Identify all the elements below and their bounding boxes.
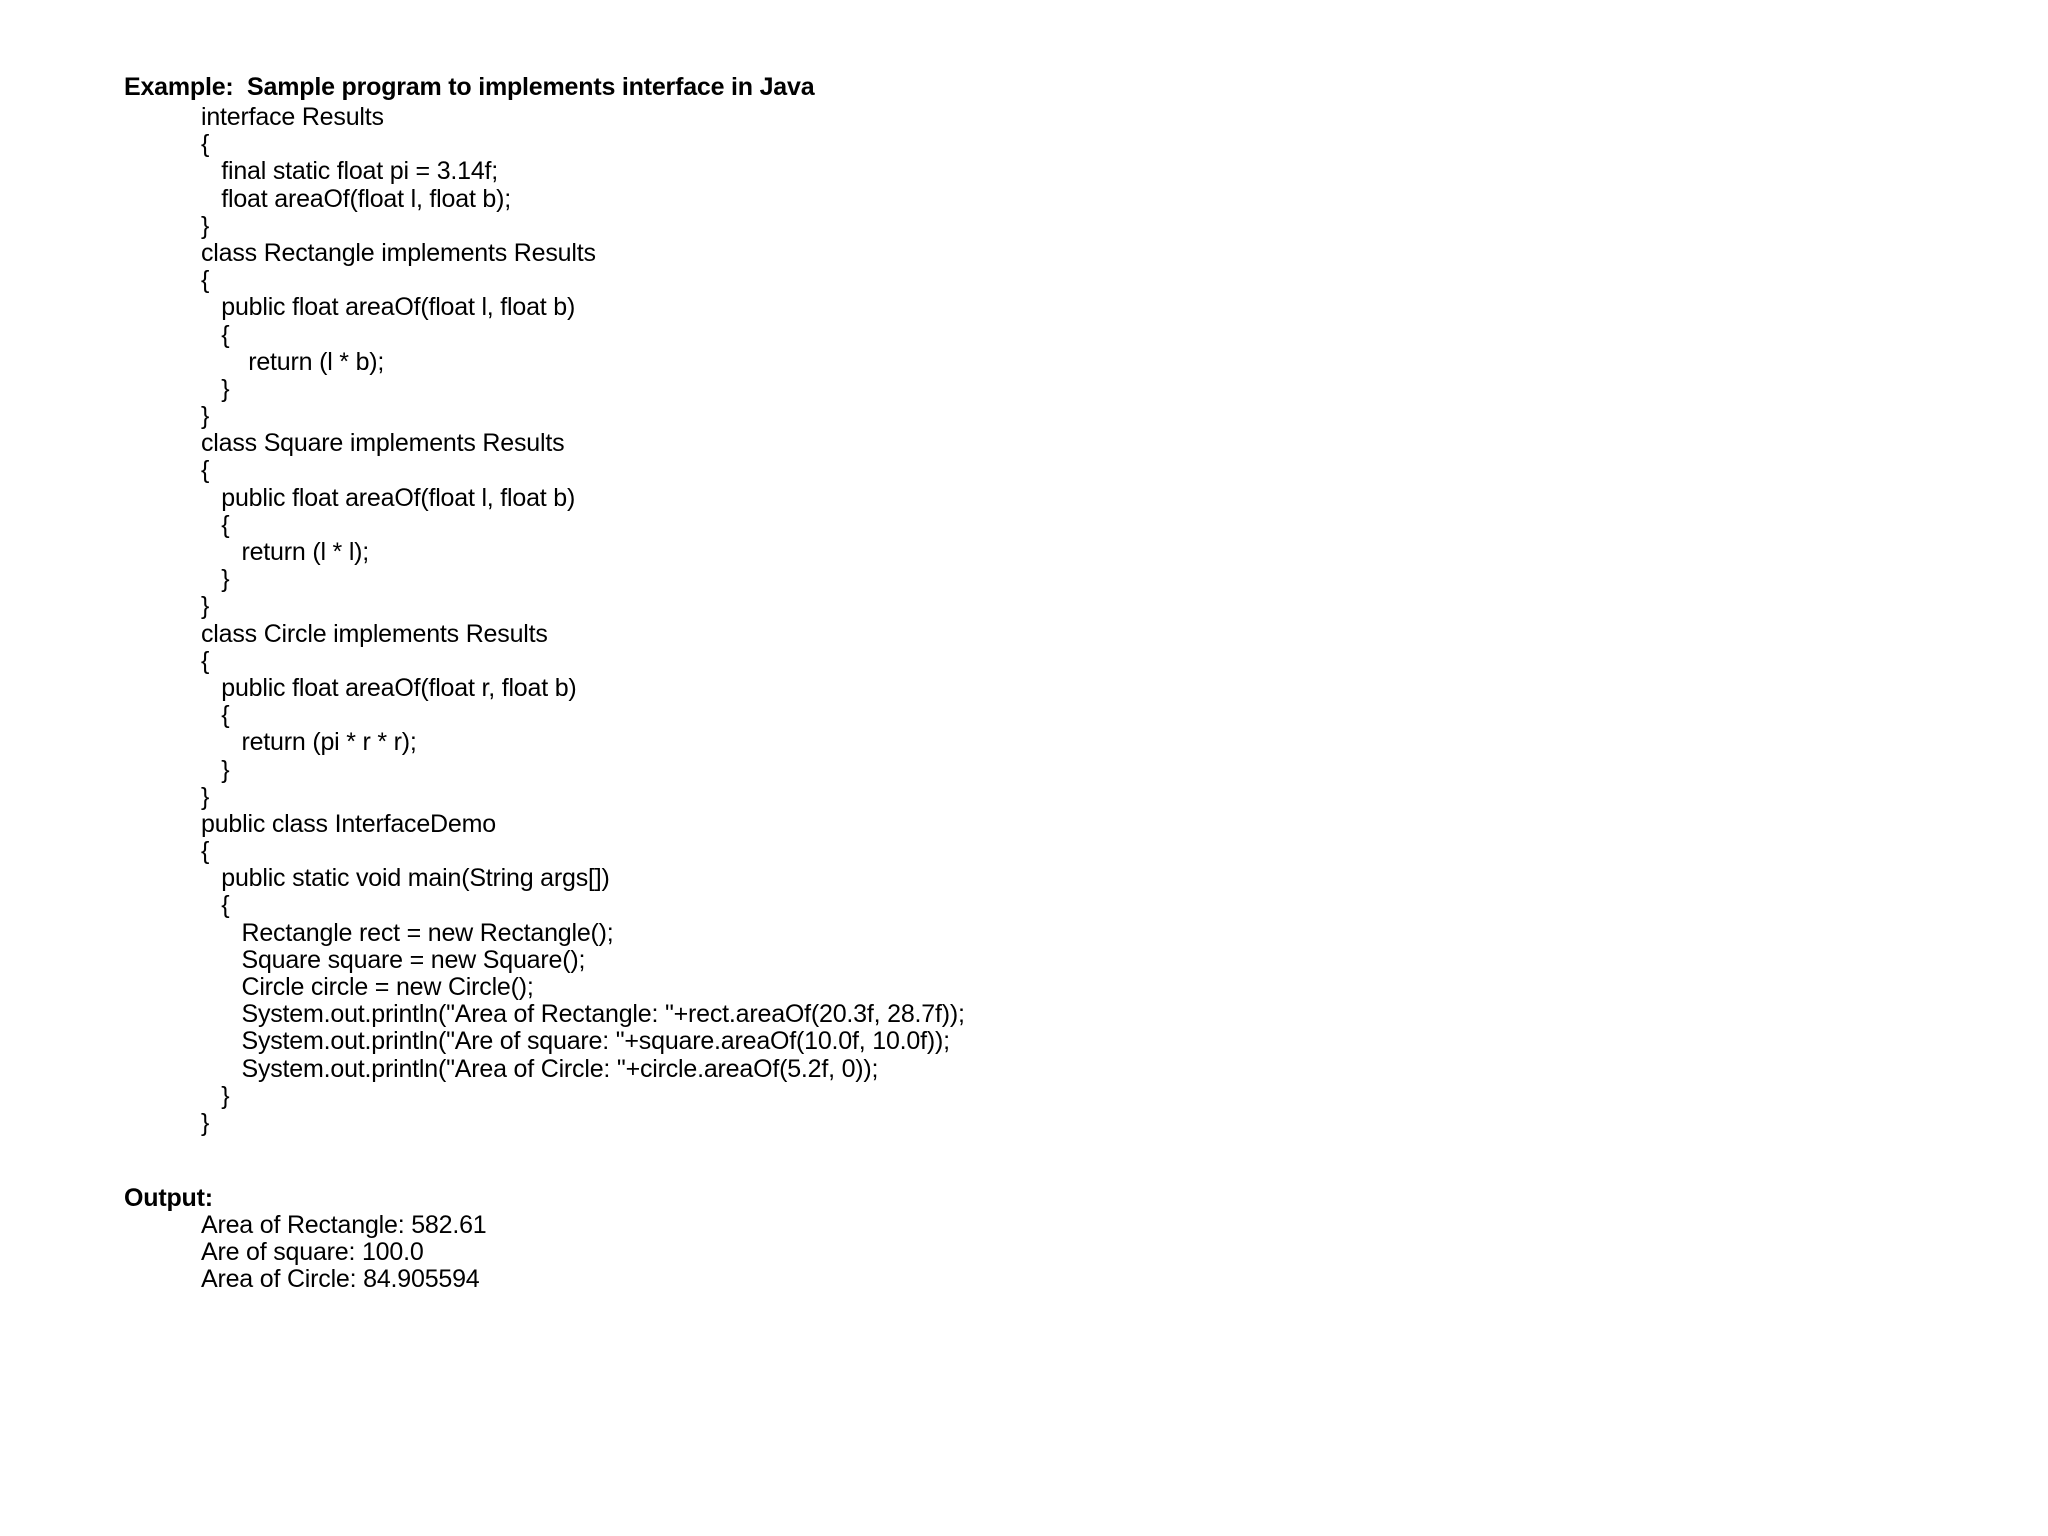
code-line: public static void main(String args[]): [201, 864, 610, 893]
code-line: Circle circle = new Circle();: [201, 973, 534, 1001]
code-block: [201, 104, 965, 1137]
output-block: [201, 1212, 486, 1294]
code-line: }: [201, 1081, 230, 1110]
code-line: }: [201, 1108, 210, 1137]
code-line: {: [201, 456, 210, 485]
code-line: {: [201, 510, 230, 539]
code-line: {: [201, 891, 230, 920]
code-line: return (l * b);: [201, 347, 385, 376]
code-line: float areaOf(float l, float b);: [201, 184, 512, 213]
code-line: {: [201, 701, 230, 730]
code-line: }: [201, 565, 230, 594]
code-line: }: [201, 211, 210, 240]
code-line: }: [201, 782, 210, 811]
code-line: public float areaOf(float r, float b): [201, 673, 577, 702]
code-line: final static float pi = 3.14f;: [201, 157, 499, 186]
code-line: System.out.println("Are of square: "+square.areaOf(10.0f, 10.0f));: [201, 1027, 950, 1056]
code-line: {: [201, 646, 210, 675]
code-line: interface Results: [201, 103, 384, 131]
code-line: public float areaOf(float l, float b): [201, 293, 576, 322]
code-line: class Circle implements Results: [201, 619, 548, 648]
code-line: return (pi * r * r);: [201, 728, 417, 757]
output-line: Area of Rectangle: 582.61: [201, 1211, 487, 1239]
code-line: {: [201, 130, 210, 159]
code-line: return (l * l);: [201, 538, 370, 566]
code-line: public float areaOf(float l, float b): [201, 483, 576, 512]
code-line: }: [201, 755, 230, 784]
code-line: {: [201, 837, 210, 866]
code-line: System.out.println("Area of Circle: "+circle.areaOf(5.2f, 0));: [201, 1054, 879, 1083]
code-line: Square square = new Square();: [201, 945, 586, 974]
code-line: {: [201, 266, 210, 295]
code-line: }: [201, 592, 210, 621]
code-line: public class InterfaceDemo: [201, 809, 496, 838]
code-line: {: [201, 320, 230, 349]
example-title: Example: Sample program to implements interface in Java: [124, 73, 815, 101]
code-line: Rectangle rect = new Rectangle();: [201, 918, 614, 947]
code-line: }: [201, 374, 230, 403]
code-line: }: [201, 402, 210, 431]
code-line: class Rectangle implements Results: [201, 238, 596, 267]
code-line: class Square implements Results: [201, 429, 565, 458]
output-heading: Output:: [124, 1184, 213, 1212]
code-line: System.out.println("Area of Rectangle: "+rect.areaOf(20.3f, 28.7f));: [201, 1000, 965, 1029]
output-line: Are of square: 100.0: [201, 1238, 424, 1267]
output-line: Area of Circle: 84.905594: [201, 1265, 480, 1294]
